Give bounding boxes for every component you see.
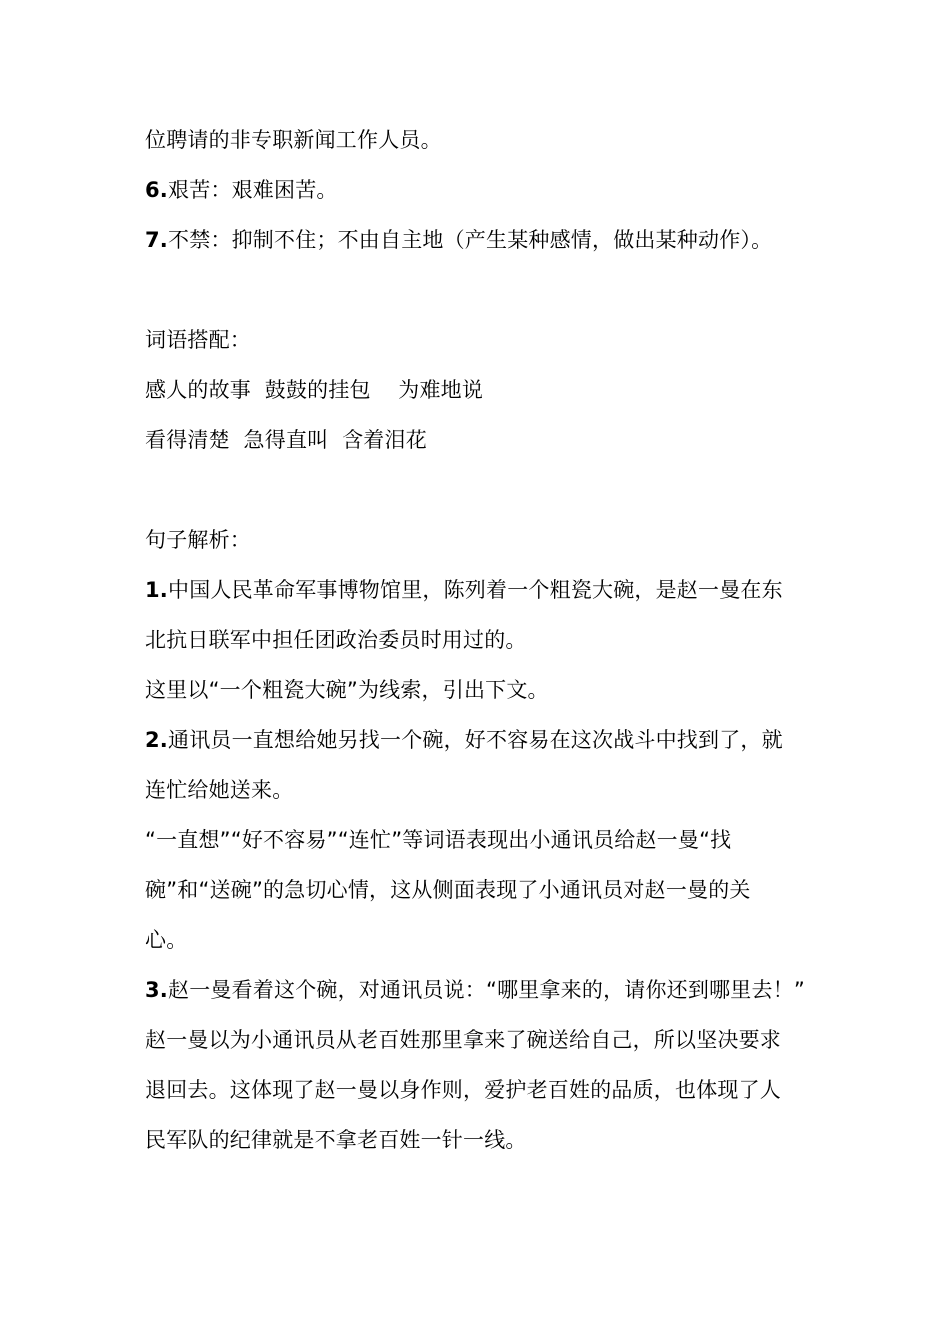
collocations-heading: 词语搭配： — [145, 328, 251, 352]
analysis-note-2-line-2: 碗”和“送碗”的急切心情，这从侧面表现了小通讯员对赵一曼的关 — [145, 878, 751, 902]
analysis-note-3-line-3: 民军队的纪律就是不拿老百姓一针一线。 — [145, 1128, 527, 1152]
definition-continuation: 位聘请的非专职新闻工作人员。 — [145, 128, 442, 152]
definition-text: 艰苦：艰难困苦。 — [168, 178, 338, 202]
collocations-row-2: 看得清楚 急得直叫 含着泪花 — [145, 428, 427, 452]
analysis-sentence-2-line-1 — [145, 725, 815, 755]
analysis-sentence-1-line-1 — [145, 575, 815, 605]
sentence-number: 2. — [145, 728, 168, 752]
definition-item-7 — [145, 225, 815, 255]
sentence-number: 1. — [145, 578, 168, 602]
analysis-heading: 句子解析： — [145, 528, 251, 552]
sentence-text: 赵一曼看着这个碗，对通讯员说：“哪里拿来的，请你还到哪里去！” — [168, 978, 805, 1002]
sentence-text: 中国人民革命军事博物馆里，陈列着一个粗瓷大碗，是赵一曼在东 — [168, 578, 783, 602]
analysis-sentence-2-line-2: 连忙给她送来。 — [145, 778, 294, 802]
collocations-row-1: 感人的故事 鼓鼓的挂包 为难地说 — [145, 378, 484, 402]
analysis-note-3-line-2: 退回去。这体现了赵一曼以身作则，爱护老百姓的品质，也体现了人 — [145, 1078, 781, 1102]
definition-text: 不禁：抑制不住；不由自主地（产生某种感情，做出某种动作）。 — [168, 228, 773, 252]
analysis-sentence-3-line-1 — [145, 975, 815, 1005]
definition-item-6 — [145, 175, 815, 205]
analysis-note-1: 这里以“一个粗瓷大碗”为线索，引出下文。 — [145, 678, 549, 702]
definition-number: 6. — [145, 178, 168, 202]
analysis-note-2-line-1: “一直想”“好不容易”“连忙”等词语表现出小通讯员给赵一曼“找 — [145, 828, 732, 852]
analysis-note-2-line-3: 心。 — [145, 928, 188, 952]
analysis-sentence-1-line-2: 北抗日联军中担任团政治委员时用过的。 — [145, 628, 527, 652]
definition-number: 7. — [145, 228, 168, 252]
sentence-text: 通讯员一直想给她另找一个碗，好不容易在这次战斗中找到了，就 — [168, 728, 783, 752]
sentence-number: 3. — [145, 978, 168, 1002]
analysis-note-3-line-1: 赵一曼以为小通讯员从老百姓那里拿来了碗送给自己，所以坚决要求 — [145, 1028, 781, 1052]
